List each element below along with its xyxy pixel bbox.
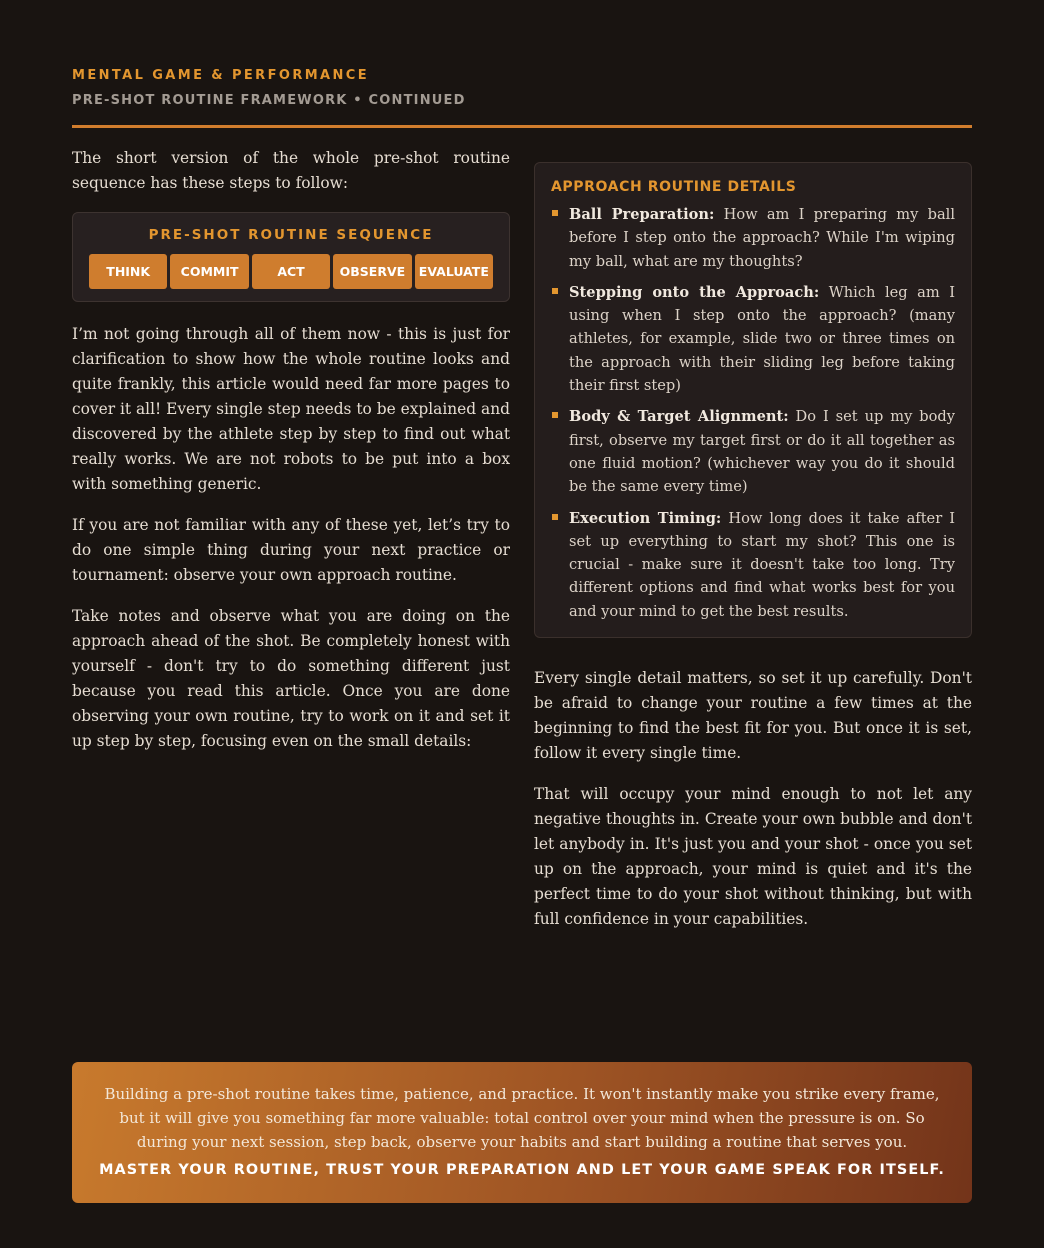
- body-paragraph: That will occupy your mind enough to not let any negative thoughts in. Create your own bubble and don't let anybody in. It's just you and your shot - once you set up on the approach, your mind is quiet and it's the perfect time to do your shot without thinking, but with full confidence in your capabilities.: [534, 785, 972, 929]
- detail-text: How long does it take after I set up everything to start my shot? This one is crucial - make sure it doesn't take too long. Try different options and find what works best for you and your mind to get the best results.: [569, 509, 955, 620]
- detail-text: How am I preparing my ball before I step onto the approach? While I'm wiping my ball, what are my thoughts?: [569, 206, 955, 270]
- square-bullet-icon: [552, 210, 558, 216]
- right-column: [534, 162, 972, 948]
- footer-cta: MASTER YOUR ROUTINE, TRUST YOUR PREPARATION AND LET YOUR GAME SPEAK FOR ITSELF.: [99, 1162, 945, 1178]
- sequence-box: [72, 212, 510, 302]
- page-header: [72, 68, 972, 108]
- square-bullet-icon: [552, 412, 558, 418]
- body-paragraph: I’m not going through all of them now - this is just for clarification to show how the whole routine looks and quite frankly, this article would need far more pages to cover it all! Every single step needs to be explained and discovered by the athlete step by step to find out what really works. We are not robots to be put into a box with something generic.: [72, 325, 510, 493]
- square-bullet-icon: [552, 514, 558, 520]
- detail-term: Body & Target Alignment:: [569, 408, 789, 426]
- body-paragraph: Every single detail matters, so set it up carefully. Don't be afraid to change your routine a few times at the beginning to find the best fit for you. But once it is set, follow it every single time.: [534, 669, 972, 763]
- header-divider: [72, 125, 972, 128]
- step-commit: COMMIT: [170, 254, 248, 289]
- detail-item: [551, 203, 955, 273]
- square-bullet-icon: [552, 288, 558, 294]
- detail-item: [551, 281, 955, 397]
- intro-paragraph: The short version of the whole pre-shot routine sequence has these steps to follow:: [72, 149, 510, 192]
- details-title: APPROACH ROUTINE DETAILS: [551, 179, 797, 195]
- details-box: [534, 162, 972, 638]
- detail-text: Which leg am I using when I step onto the approach? (many athletes, for example, slide two or three times on the approach with their sliding leg before taking their first step): [569, 283, 955, 395]
- detail-text: Do I set up my body first, observe my target first or do it all together as one fluid motion? (whichever way you do it should be the same every time): [569, 408, 955, 496]
- footer-callout: [72, 1062, 972, 1203]
- sequence-title: PRE-SHOT ROUTINE SEQUENCE: [148, 227, 434, 243]
- detail-term: Ball Preparation:: [569, 206, 715, 223]
- body-paragraph: Take notes and observe what you are doing on the approach ahead of the shot. Be completely honest with yourself - don't try to do something different just because you read this article. Once you are done observing your own routine, try to work on it and set it up step by step, focusing even on the small details:: [72, 607, 510, 750]
- step-think: THINK: [89, 254, 167, 289]
- left-column: [72, 146, 510, 770]
- sequence-steps: [89, 254, 493, 289]
- detail-item: [551, 507, 955, 623]
- detail-term: Stepping onto the Approach:: [569, 283, 820, 301]
- detail-item: [551, 405, 955, 498]
- detail-term: Execution Timing:: [569, 509, 722, 527]
- body-paragraph: If you are not familiar with any of these yet, let’s try to do one simple thing during your next practice or tournament: observe your own approach routine.: [72, 516, 510, 584]
- step-observe: OBSERVE: [333, 254, 411, 289]
- footer-text: Building a pre-shot routine takes time, patience, and practice. It won't instantly make you strike every frame, but it will give you something far more valuable: total control over your mind when the pressure is on. So during your next session, step back, observe your habits and start building a routine that serves you.: [104, 1085, 940, 1151]
- step-act: ACT: [252, 254, 330, 289]
- section-subtitle: PRE-SHOT ROUTINE FRAMEWORK • CONTINUED: [72, 93, 466, 108]
- step-evaluate: EVALUATE: [415, 254, 493, 289]
- section-kicker: MENTAL GAME & PERFORMANCE: [72, 68, 370, 83]
